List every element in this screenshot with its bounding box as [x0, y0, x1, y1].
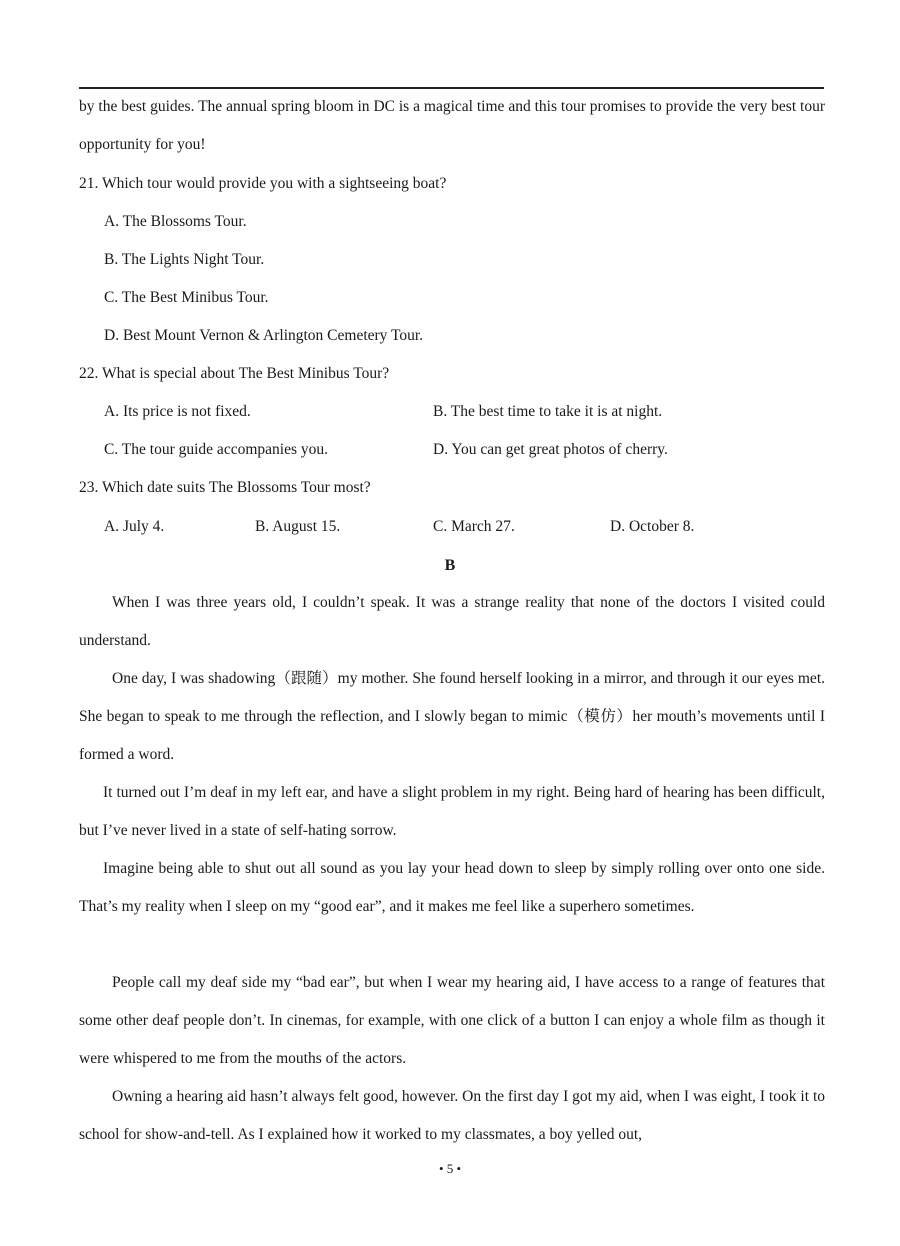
question-22-stem: 22. What is special about The Best Minibus Tour? [79, 365, 390, 382]
page-number: • 5 • [438, 1161, 462, 1176]
passage-paragraph-1: When I was three years old, I couldn’t speak. It was a strange reality that none of the doctors I visited could understand. [79, 594, 825, 649]
question-21-stem: 21. Which tour would provide you with a sightseeing boat? [79, 175, 447, 192]
question-21-option-d: D. Best Mount Vernon & Arlington Cemetery Tour. [104, 327, 424, 344]
passage-paragraph-5: People call my deaf side my “bad ear”, but when I wear my hearing aid, I have access to a range of features that some other deaf people don’t. In cinemas, for example, with one click of a button I can enjoy a whole film as though it were whispered to me from the mouths of the actors. [79, 974, 825, 1067]
question-23-stem: 23. Which date suits The Blossoms Tour most? [79, 479, 371, 496]
question-22-option-c: C. The tour guide accompanies you. [104, 441, 328, 458]
question-21-option-c: C. The Best Minibus Tour. [104, 289, 269, 306]
question-22-option-d: D. You can get great photos of cherry. [433, 441, 668, 458]
question-23-option-d: D. October 8. [610, 518, 695, 535]
question-22-option-a: A. Its price is not fixed. [104, 403, 251, 420]
question-23-option-c: C. March 27. [433, 518, 515, 535]
passage-paragraph-4: Imagine being able to shut out all sound as you lay your head down to sleep by simply rolling over onto one side. That’s my reality when I sleep on my “good ear”, and it makes me feel like a superhero sometimes. [79, 860, 825, 915]
question-21-option-a: A. The Blossoms Tour. [104, 213, 247, 230]
section-heading: B [444, 557, 456, 574]
continuation-paragraph: by the best guides. The annual spring bloom in DC is a magical time and this tour promises to provide the very best tour opportunity for you! [79, 98, 825, 153]
passage-paragraph-6: Owning a hearing aid hasn’t always felt good, however. On the first day I got my aid, when I was eight, I took it to school for show-and-tell. As I explained how it worked to my classmates, a boy yelled out, [79, 1088, 825, 1143]
question-21-option-b: B. The Lights Night Tour. [104, 251, 265, 268]
question-23-option-b: B. August 15. [255, 518, 341, 535]
passage-paragraph-3: It turned out I’m deaf in my left ear, and have a slight problem in my right. Being hard of hearing has been difficult, but I’ve never lived in a state of self-hating sorrow. [79, 784, 825, 839]
question-22-option-b: B. The best time to take it is at night. [433, 403, 663, 420]
question-23-option-a: A. July 4. [104, 518, 165, 535]
passage-paragraph-2: One day, I was shadowing（跟随）my mother. She found herself looking in a mirror, and through it our eyes met. She began to speak to me through the reflection, and I slowly began to mimic（模仿）her mouth’s movements until I formed a word. [79, 670, 825, 763]
